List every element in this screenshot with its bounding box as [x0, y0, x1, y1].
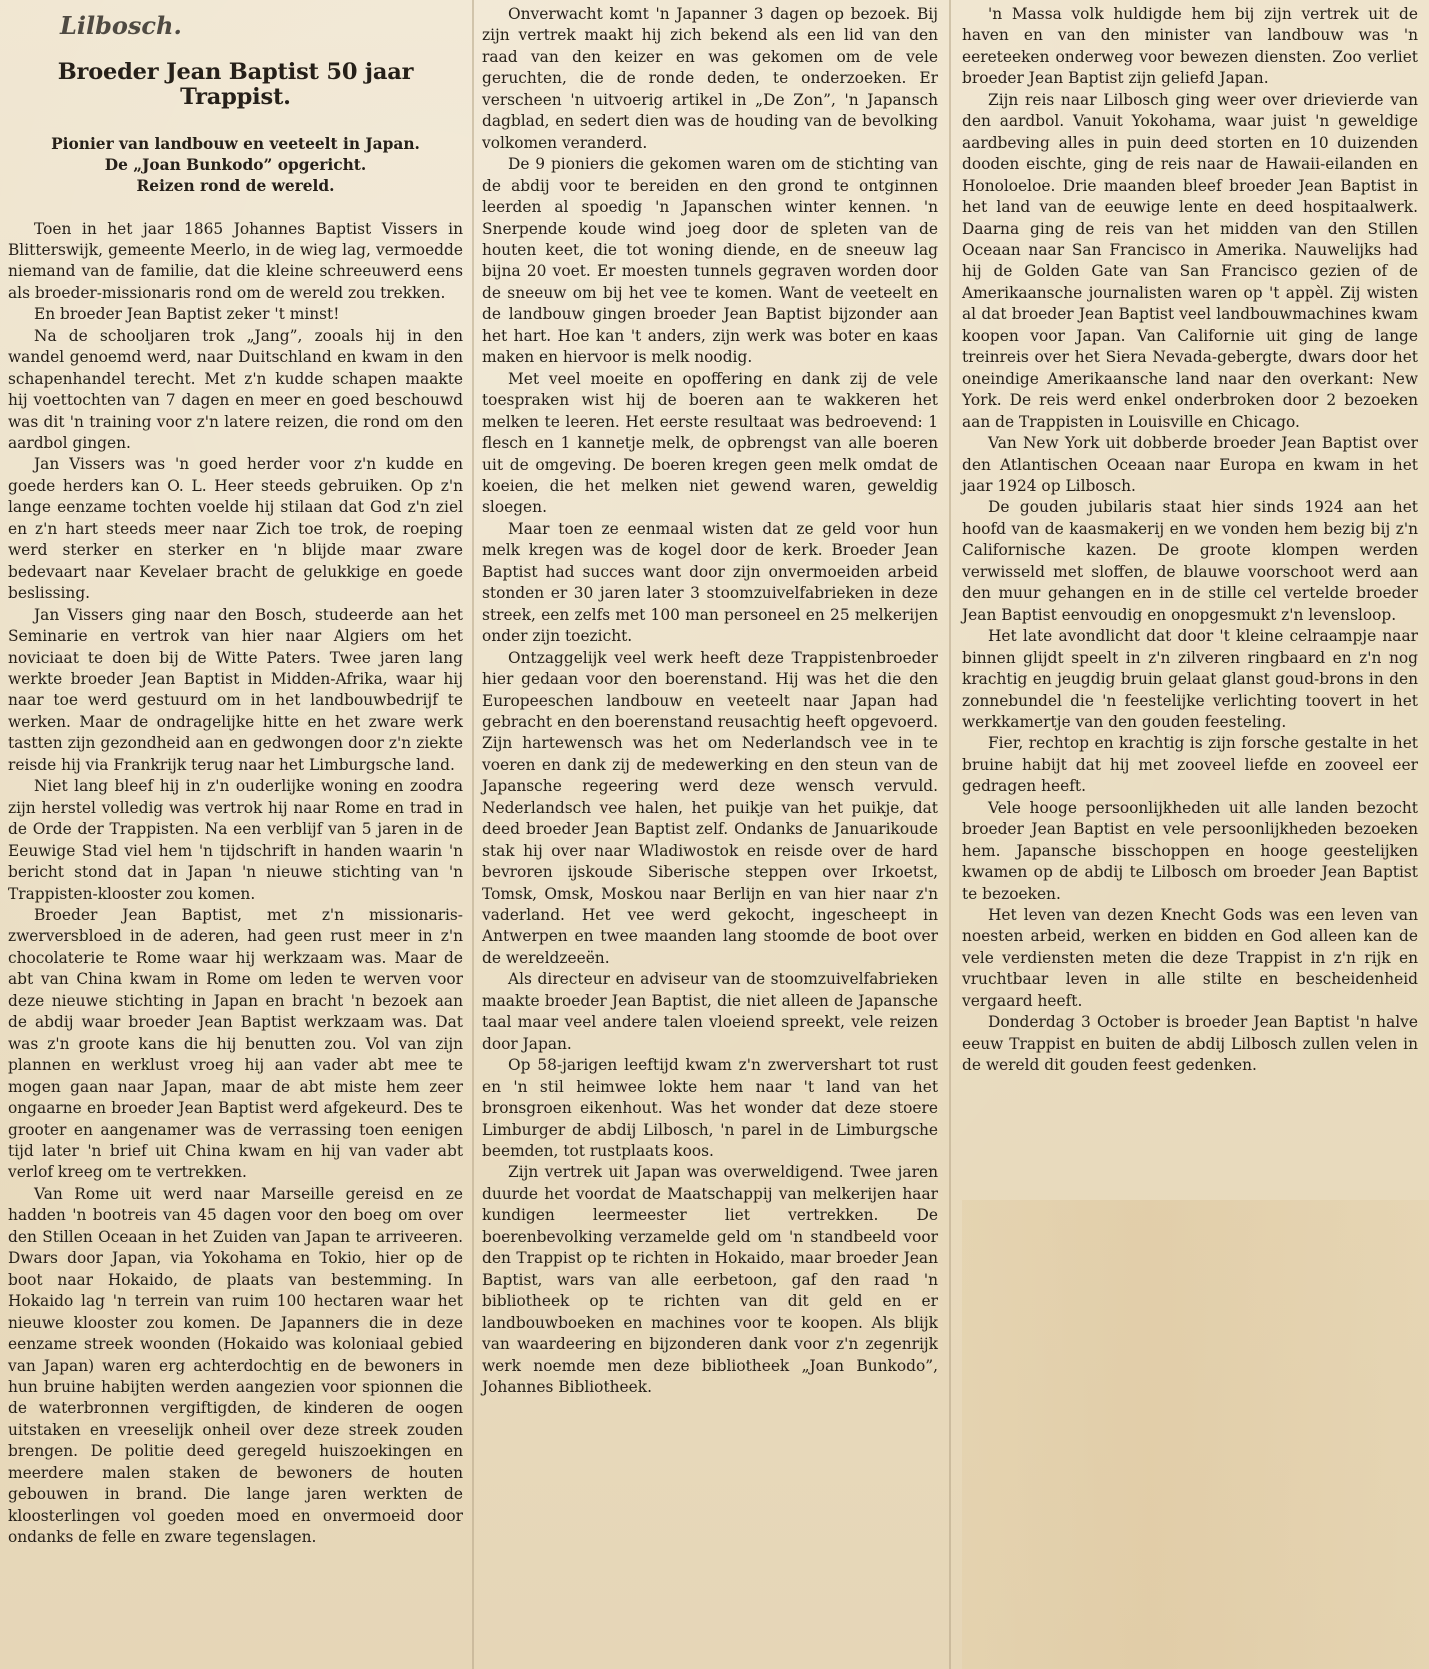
headline: Broeder Jean Baptist 50 jaar Trappist. — [57, 59, 414, 110]
paragraph: Fier, rechtop en krachtig is zijn forsche gestalte in het bruine habijt dat hij met zooveel liefde en zooveel eer gedragen heeft. — [962, 734, 1418, 796]
paragraph: En broeder Jean Baptist zeker 't minst! — [34, 305, 340, 324]
paragraph: De 9 pioniers die gekomen waren om de stichting van de abdij voor te bereiden en den grond te ontginnen leerden al spoedig 'n Japanschen winter kennen. 'n Snerpende koude wind joeg door de spleten van de houten keet, die tot woning diende, en de sneeuw lag bijna 20 voet. Er moesten tunnels gegraven worden door de sneeuw om bij het vee te komen. Want de veeteelt en de landbouw gingen broeder Jean Baptist bijzonder aan het hart. Hoe kan 't anders, zijn werk was boter en kaas maken en hiervoor is melk noodig. — [482, 155, 938, 367]
subheading: De „Joan Bunkodo” opgericht. — [104, 155, 367, 174]
article-column-3 — [962, 4, 1418, 1077]
article-column-1 — [8, 4, 463, 1549]
article-column-2 — [482, 4, 938, 1398]
paragraph: Donderdag 3 October is broeder Jean Baptist 'n halve eeuw Trappist en buiten de abdij Lilbosch zullen velen in de wereld dit gouden feest gedenken. — [962, 1013, 1418, 1075]
paragraph: Jan Vissers was 'n goed herder voor z'n kudde en goede herders kan O. L. Heer steeds gebruiken. Op z'n lange eenzame tochten voelde hij stilaan dat God z'n ziel en z'n hart steeds meer naar Zich toe trok, de roeping werd sterker en sterker en 'n blijde maar zware bedevaart naar Kevelaer bracht de gelukkige en goede beslissing. — [8, 455, 463, 603]
paragraph: 'n Massa volk huldigde hem bij zijn vertrek uit de haven en van den minister van landbouw was 'n eereteeken onderweg voor bewezen diensten. Zoo verliet broeder Jean Baptist zijn geliefd Japan. — [962, 5, 1418, 88]
subheading: Pionier van landbouw en veeteelt in Japan. — [51, 134, 420, 153]
subheading: Reizen rond de wereld. — [136, 176, 335, 195]
aged-paper-area — [962, 1200, 1429, 1669]
paragraph: Vele hooge persoonlijkheden uit alle landen bezocht broeder Jean Baptist en vele persoonlijkheden bezoeken hem. Japansche bisschoppen en hooge geestelijken kwamen op de abdij te Lilbosch om broeder Jean Baptist te bezoeken. — [962, 798, 1418, 903]
paragraph: Van New York uit dobberde broeder Jean Baptist over den Atlantischen Oceaan naar Europa en kwam in het jaar 1924 op Lilbosch. — [962, 434, 1418, 495]
paragraph: Maar toen ze eenmaal wisten dat ze geld voor hun melk kregen was de kogel door de kerk. Broeder Jean Baptist had succes want door zijn onvermoeiden arbeid stonden er 30 jaren later 3 stoomzuivelfabrieken in deze streek, een zelfs met 100 man personeel en 25 melkerijen onder zijn toezicht. — [482, 519, 938, 646]
paragraph: Jan Vissers ging naar den Bosch, studeerde aan het Seminarie en vertrok van hier naar Algiers om het noviciaat te doen bij de Witte Paters. Twee jaren lang werkte broeder Jean Baptist in Midden-Afrika, waar hij naar toe werd gestuurd om in het landbouwbedrijf te werken. Maar de ondragelijke hitte en het zware werk tastten zijn gezondheid aan en gedwongen door z'n ziekte reisde hij via Frankrijk terug naar het Limburgsche land. — [8, 605, 463, 774]
paragraph: Toen in het jaar 1865 Johannes Baptist Vissers in Blitterswijk, gemeente Meerlo, in de wieg lag, vermoedde niemand van de familie, dat die kleine schreeuwerd eens als broeder-missionaris rond om de wereld zou trekken. — [8, 219, 463, 302]
dateline: Lilbosch. — [60, 11, 182, 40]
paragraph: Niet lang bleef hij in z'n ouderlijke woning en zoodra zijn herstel volledig was vertrok hij naar Rome en trad in de Orde der Trappisten. Na een verblijf van 5 jaren in de Eeuwige Stad viel hem 'n tijdschrift in handen waarin 'n bericht stond dat in Japan 'n nieuwe stichting van 'n Trappisten-klooster zou komen. — [8, 777, 463, 903]
paragraph: Het late avondlicht dat door 't kleine celraampje naar binnen glijdt speelt in z'n zilveren ringbaard en z'n nog krachtig en jeugdig bruin gelaat glanst goud-brons in den zonnebundel die 'n feestelijke verlichting toovert in het werkkamertje van den gouden feesteling. — [962, 627, 1418, 731]
paragraph: Zijn reis naar Lilbosch ging weer over drievierde van den aardbol. Vanuit Yokohama, waar juist 'n geweldige aardbeving alles in puin deed storten en 10 duizenden dooden eischte, ging de reis naar de Hawaii-eilanden en Honoloeloe. Drie maanden bleef broeder Jean Baptist in het land van de eeuwige lente en deed hospitaalwerk. Daarna ging de reis van het midden van den Stillen Oceaan naar San Francisco in Amerika. Nauwelijks had hij de Golden Gate van San Francisco gezien of de Amerikaansche journalisten waren op 't appèl. Zij wisten al dat broeder Jean Baptist veel landbouwmachines kwam koopen voor Japan. Van Californie uit ging de lange treinreis over het Siera Nevada-gebergte, dwars door het oneindige Amerikaansche land naar den overkant: New York. De reis werd enkel onderbroken door 2 bezoeken aan de Trappisten in Louisville en Chicago. — [962, 90, 1418, 431]
paragraph: Zijn vertrek uit Japan was overweldigend. Twee jaren duurde het voordat de Maatschappij van melkerijen haar kundigen leermeester liet vertrekken. De boerenbevolking verzamelde geld om 'n standbeeld voor den Trappist op te richten in Hokaido, maar broeder Jean Baptist, wars van alle eerbetoon, gaf den raad 'n bibliotheek op te richten van dit geld en er landbouwboeken en machines voor te koopen. Als blijk van waardeering en bijzonderen dank voor z'n zegenrijk werk noemde men deze bibliotheek „Joan Bunkodo”, Johannes Bibliotheek. — [482, 1163, 938, 1396]
paragraph: Op 58-jarigen leeftijd kwam z'n zwervershart tot rust en 'n stil heimwee lokte hem naar 't land van het bronsgroen eikenhout. Was het wonder dat deze stoere Limburger de abdij Lilbosch, 'n parel in de Limburgsche beemden, tot rustplaats koos. — [482, 1056, 938, 1161]
paragraph: Het leven van dezen Knecht Gods was een leven van noesten arbeid, werken en bidden en God alleen kan de vele verdiensten meten die deze Trappist in z'n rijk en vruchtbaar leven in alle stilte en bescheidenheid vergaard heeft. — [962, 906, 1418, 1010]
paragraph: Onverwacht komt 'n Japanner 3 dagen op bezoek. Bij zijn vertrek maakt hij zich bekend als een lid van den raad van den keizer en was gekomen om de vele geruchten, die de ronde deden, te onderzoeken. Er verscheen 'n uitvoerig artikel in „De Zon”, 'n Japansch dagblad, en sedert dien was de houding van de bevolking volkomen veranderd. — [482, 5, 938, 152]
paragraph: Broeder Jean Baptist, met z'n missionaris-zwerversbloed in de aderen, had geen rust meer in z'n chocolaterie te Rome waar hij werkzaam was. Maar de abt van China kwam in Rome om leden te werven voor deze nieuwe stichting in Japan en bracht 'n bezoek aan de abdij waar broeder Jean Baptist werkzaam was. Dat was z'n groote kans die hij benutten zou. Vol van zijn plannen en werklust vroeg hij aan vader abt mee te mogen gaan naar Japan, maar de abt miste hem zeer ongaarne en broeder Jean Baptist werd afgekeurd. Des te grooter en aangenamer was de verrassing toen eenigen tijd later 'n brief uit China kwam en hij van vader abt verlof kreeg om te vertrekken. — [8, 906, 463, 1182]
paragraph: Als directeur en adviseur van de stoomzuivelfabrieken maakte broeder Jean Baptist, die niet alleen de Japansche taal maar veel andere talen vloeiend spreekt, vele reizen door Japan. — [482, 970, 938, 1053]
paragraph: Ontzaggelijk veel werk heeft deze Trappistenbroeder hier gedaan voor den boerenstand. Hij was het die den Europeeschen landbouw en veeteelt naar Japan had gebracht en den boerenstand reusachtig heeft opgevoerd. Zijn hartewensch was het om Nederlandsch vee in te voeren en dank zij de medewerking en den steun van de Japansche regeering werd deze wensch vervuld. Nederlandsch vee halen, het puikje van het puikje, dat deed broeder Jean Baptist zelf. Ondanks de Januarikoude stak hij over naar Wladiwostok en reisde over de hard bevroren ijskoude Siberische steppen over Irkoetst, Tomsk, Omsk, Moskou naar Berlijn en van hier naar z'n vaderland. Het vee werd gekocht, ingescheept in Antwerpen en twee maanden lang stoomde de boot over de wereldzeeën. — [482, 648, 938, 967]
paragraph: Met veel moeite en opoffering en dank zij de vele toespraken wist hij de boeren aan te wakkeren het melken te leeren. Het eerste resultaat was bedroevend: 1 flesch en 1 kannetje melk, de opbrengst van alle boeren uit de omgeving. De boeren kregen geen melk omdat de koeien, die het melken niet gewend waren, geweldig sloegen. — [482, 369, 938, 517]
paragraph: Van Rome uit werd naar Marseille gereisd en ze hadden 'n bootreis van 45 dagen voor den boeg om over den Stillen Oceaan in het Zuiden van Japan te arriveeren. Dwars door Japan, via Yokohama en Tokio, hier op de boot naar Hokaido, de plaats van bestemming. In Hokaido lag 'n terrein van ruim 100 hectaren waar het nieuwe klooster zou komen. De Japanners die in deze eenzame streek woonden (Hokaido was koloniaal gebied van Japan) waren erg achterdochtig en de bewoners in hun bruine habijten werden aangezien voor spionnen die de waterbronnen vergiftigden, de kinderen de oogen uitstaken en vreeselijk onheil over deze streek zouden brengen. De politie deed geregeld huiszoekingen en meerdere malen staken de bewoners de houten gebouwen in brand. Die lange jaren werkten de kloosterlingen vol goeden moed en onvermoeid door ondanks de felle en zware tegenslagen. — [8, 1184, 463, 1547]
subheadings — [8, 134, 463, 197]
paragraph: De gouden jubilaris staat hier sinds 1924 aan het hoofd van de kaasmakerij en we vonden hem bezig bij z'n Californische kazen. De groote klompen werden verwisseld met sloffen, de blauwe voorschoot werd aan den muur gehangen en in de stille cel vertelde broeder Jean Baptist eenvoudig en onopgesmukt z'n levensloop. — [962, 498, 1418, 624]
column-rule — [472, 0, 474, 1669]
column-rule — [949, 0, 951, 1669]
paragraph: Na de schooljaren trok „Jang”, zooals hij in den wandel genoemd werd, naar Duitschland en kwam in den schapenhandel terecht. Met z'n kudde schapen maakte hij voettochten van 7 dagen en meer en goed beschouwd was dit 'n training voor z'n latere reizen, die rond om den aardbol gingen. — [8, 326, 463, 453]
